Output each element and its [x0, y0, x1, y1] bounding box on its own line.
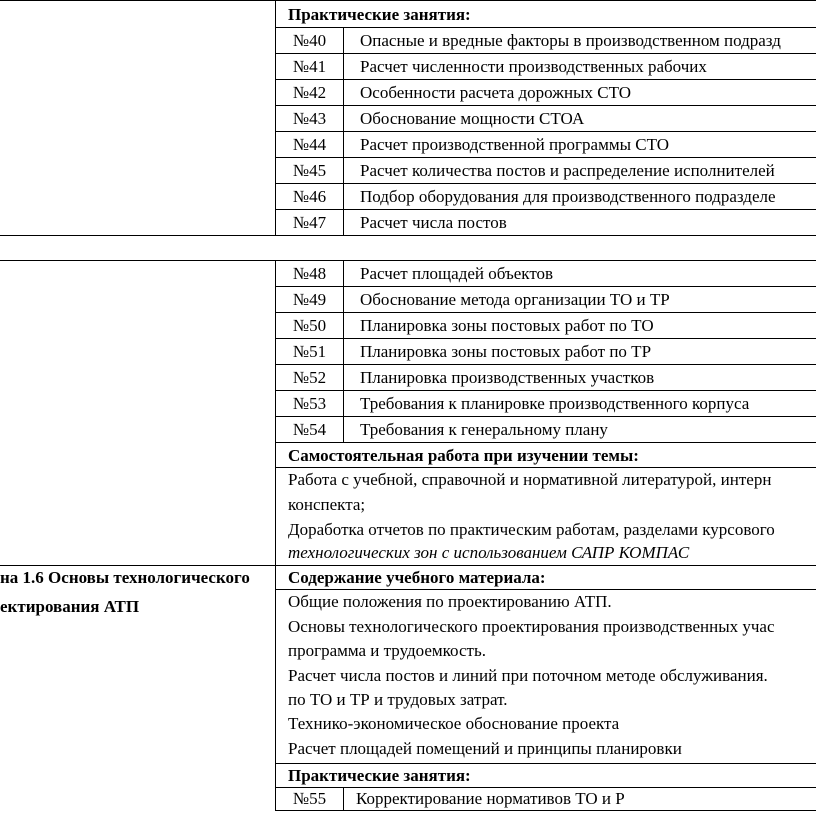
row-text: Расчет площадей объектов [360, 264, 554, 283]
row-text: Обоснование мощности СТОА [360, 109, 585, 128]
row-number: №51 [292, 342, 327, 361]
topic-title-line-1: на 1.6 Основы технологического [0, 568, 250, 587]
content-header: Содержание учебного материала: [288, 568, 546, 587]
independent-work-italic: технологических зон с использованием САПР КОМПАС [288, 543, 690, 562]
content-line: по ТО и ТР и трудовых затрат. [288, 690, 508, 709]
row-text: Расчет численности производственных рабочих [360, 57, 707, 76]
content-line: Технико-экономическое обоснование проекта [288, 714, 620, 733]
row-number: №50 [292, 316, 327, 335]
content-line: Расчет числа постов и линий при поточном методе обслуживания. [288, 666, 768, 685]
row-text: Подбор оборудования для производственного подразделе [360, 187, 776, 206]
row-text: Планировка зоны постовых работ по ТР [360, 342, 652, 361]
row-number: №41 [292, 57, 327, 76]
row-text: Требования к планировке производственного корпуса [360, 394, 750, 413]
row-number: №46 [292, 187, 327, 206]
row-number: №42 [292, 83, 327, 102]
content-line: Основы технологического проектирования производственных учас [288, 617, 775, 636]
independent-work-line: Доработка отчетов по практическим работам, разделами курсового [288, 520, 775, 539]
row-text: Расчет количества постов и распределение исполнителей [360, 161, 775, 180]
row-text: Планировка производственных участков [360, 368, 655, 387]
row-number: №53 [292, 394, 327, 413]
row-number: №48 [292, 264, 327, 283]
practice-header-2: Практические занятия: [288, 766, 471, 785]
row-number: №47 [292, 213, 327, 232]
row-number: №45 [292, 161, 327, 180]
row-text: Расчет числа постов [360, 213, 507, 232]
row-text: Корректирование нормативов ТО и Р [356, 789, 625, 808]
independent-work-line: конспекта; [288, 495, 366, 514]
row-number: №44 [292, 135, 327, 154]
practice-header-1: Практические занятия: [288, 5, 471, 24]
row-number: №52 [292, 368, 327, 387]
independent-work-line: Работа с учебной, справочной и нормативной литературой, интерн [288, 470, 772, 489]
row-text: Опасные и вредные факторы в производственном подразд [360, 31, 781, 50]
row-number: №55 [292, 789, 327, 808]
content-line: Общие положения по проектированию АТП. [288, 592, 612, 611]
row-text: Расчет производственной программы СТО [360, 135, 670, 154]
row-text: Требования к генеральному плану [360, 420, 608, 439]
row-text: Планировка зоны постовых работ по ТО [360, 316, 654, 335]
row-number: №40 [292, 31, 327, 50]
topic-title-line-2: ектирования АТП [0, 597, 140, 616]
independent-work-header: Самостоятельная работа при изучении темы: [288, 446, 639, 465]
content-line: программа и трудоемкость. [288, 641, 486, 660]
row-number: №49 [292, 290, 327, 309]
row-text: Обоснование метода организации ТО и ТР [360, 290, 670, 309]
row-number: №54 [292, 420, 327, 439]
row-number: №43 [292, 109, 327, 128]
row-text: Особенности расчета дорожных СТО [360, 83, 632, 102]
content-line: Расчет площадей помещений и принципы планировки [288, 739, 682, 758]
